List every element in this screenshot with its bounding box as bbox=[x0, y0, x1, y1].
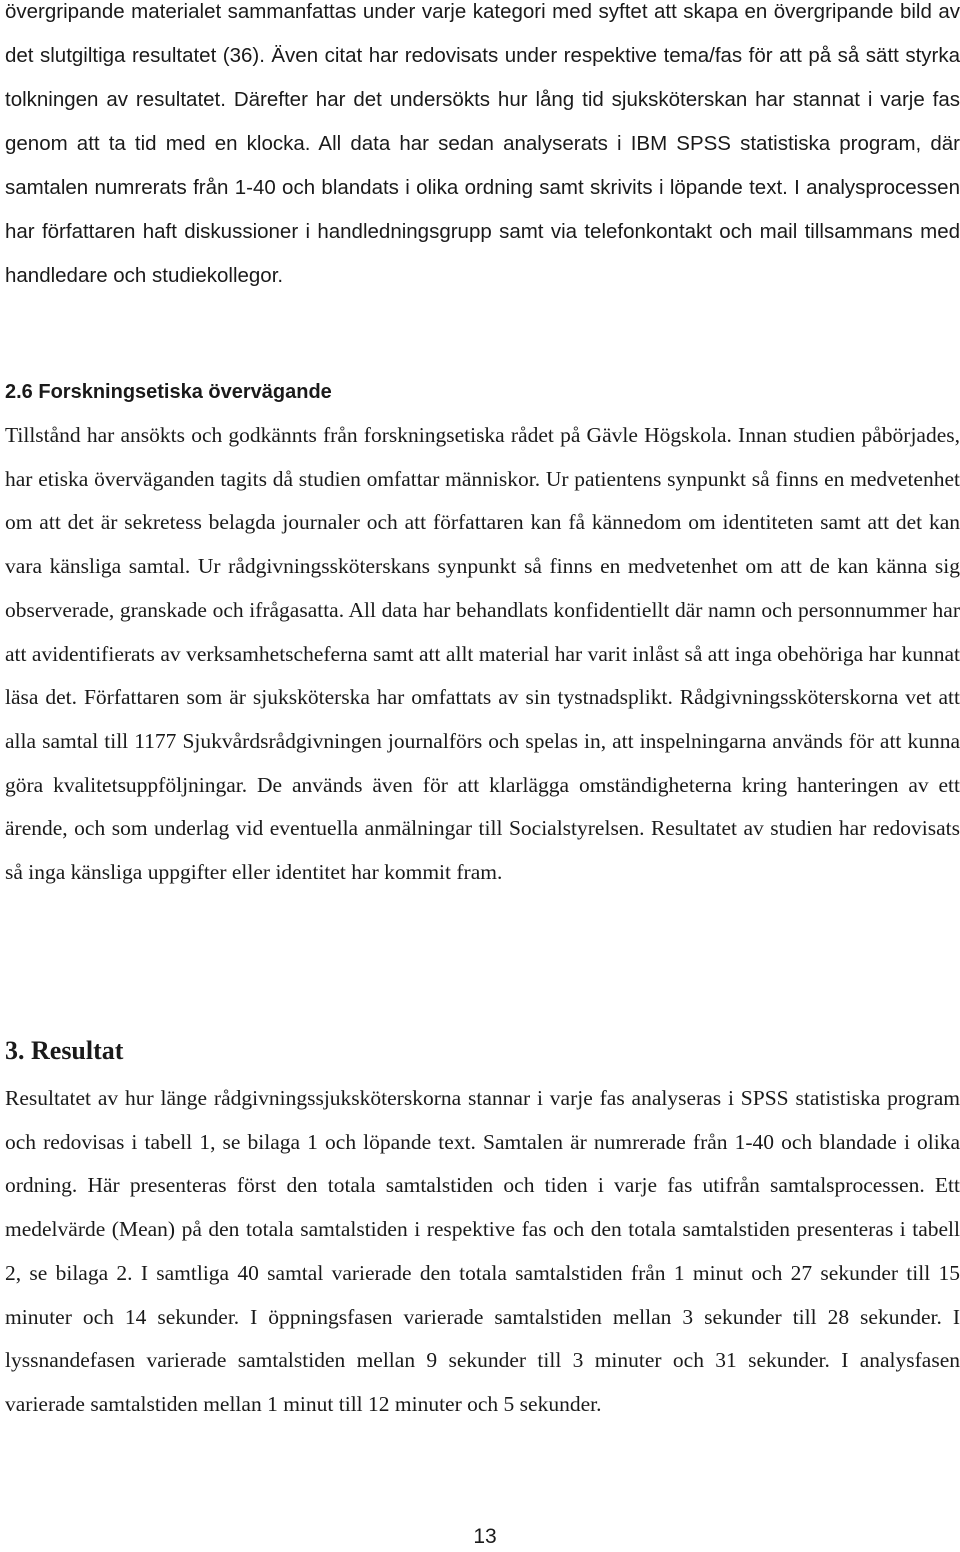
method-paragraph: övergripande materialet sammanfattas under varje kategori med syftet att skapa en övergripande bild av det slutgiltiga resultatet (36). Även citat har redovisats under respektive tema/fas för att på så sätt styrka tolkningen av resultatet. Därefter har det undersökts hur lång tid sjuksköterskan har stannat i varje fas genom att ta tid med en klocka. All data har sedan analyserats i IBM SPSS statistiska program, där samtalen numrerats från 1-40 och blandats i olika ordning samt skrivits i löpande text. I analysprocessen har författaren haft diskussioner i handledningsgrupp samt via telefonkontakt och mail tillsammans med handledare och studiekollegor. bbox=[5, 0, 960, 287]
results-paragraph: Resultatet av hur länge rådgivningssjuksköterskorna stannar i varje fas analyseras i SPSS statistiska program och redovisas i tabell 1, se bilaga 1 och löpande text. Samtalen är numrerade från 1-40 och blandade i olika ordning. Här presenteras först den totala samtalstiden och tiden i varje fas utifrån samtalsprocessen. Ett medelvärde (Mean) på den totala samtalstiden i respektive fas och den totala samtalstiden presenteras i tabell 2, se bilaga 2. I samtliga 40 samtal varierade den totala samtalstiden från 1 minut och 27 sekunder till 15 minuter och 14 sekunder. I öppningsfasen varierade samtalstiden mellan 3 sekunder till 28 sekunder. I lyssnandefasen varierade samtalstiden mellan 9 sekunder till 3 minuter och 31 sekunder. I analysfasen varierade samtalstiden mellan 1 minut till 12 minuter och 5 sekunder. bbox=[5, 1086, 960, 1416]
section-heading-ethics: 2.6 Forskningsetiska övervägande bbox=[5, 381, 332, 403]
section-heading-results: 3. Resultat bbox=[5, 1036, 124, 1065]
page-number: 13 bbox=[473, 1525, 497, 1548]
ethics-paragraph: Tillstånd har ansökts och godkännts från forskningsetiska rådet på Gävle Högskola. Innan studien påbörjades, har etiska överväganden tagits då studien omfattar människor. Ur patientens synpunkt så finns en medvetenhet om att det är sekretess belagda journaler och att författaren kan få kännedom om identiteten samt att det kan vara känsliga samtal. Ur rådgivningssköterskans synpunkt så finns en medvetenhet om att de kan känna sig observerade, granskade och ifrågasatta. All data har behandlats konfidentiellt där namn och personnummer har att avidentifierats av verksamhetscheferna samt att allt material har varit inlåst så att inga obehöriga har kunnat läsa det. Författaren som är sjuksköterska har omfattats av sin tystnadsplikt. Rådgivningssköterskorna vet att alla samtal till 1177 Sjukvårdsrådgivningen journalförs och spelas in, att inspelningarna används för att kunna göra kvalitetsuppföljningar. De används även för att klarlägga omständigheterna kring hanteringen av ett ärende, och som underlag vid eventuella anmälningar till Socialstyrelsen. Resultatet av studien har redovisats så inga känsliga uppgifter eller identitet har kommit fram. bbox=[5, 423, 960, 885]
